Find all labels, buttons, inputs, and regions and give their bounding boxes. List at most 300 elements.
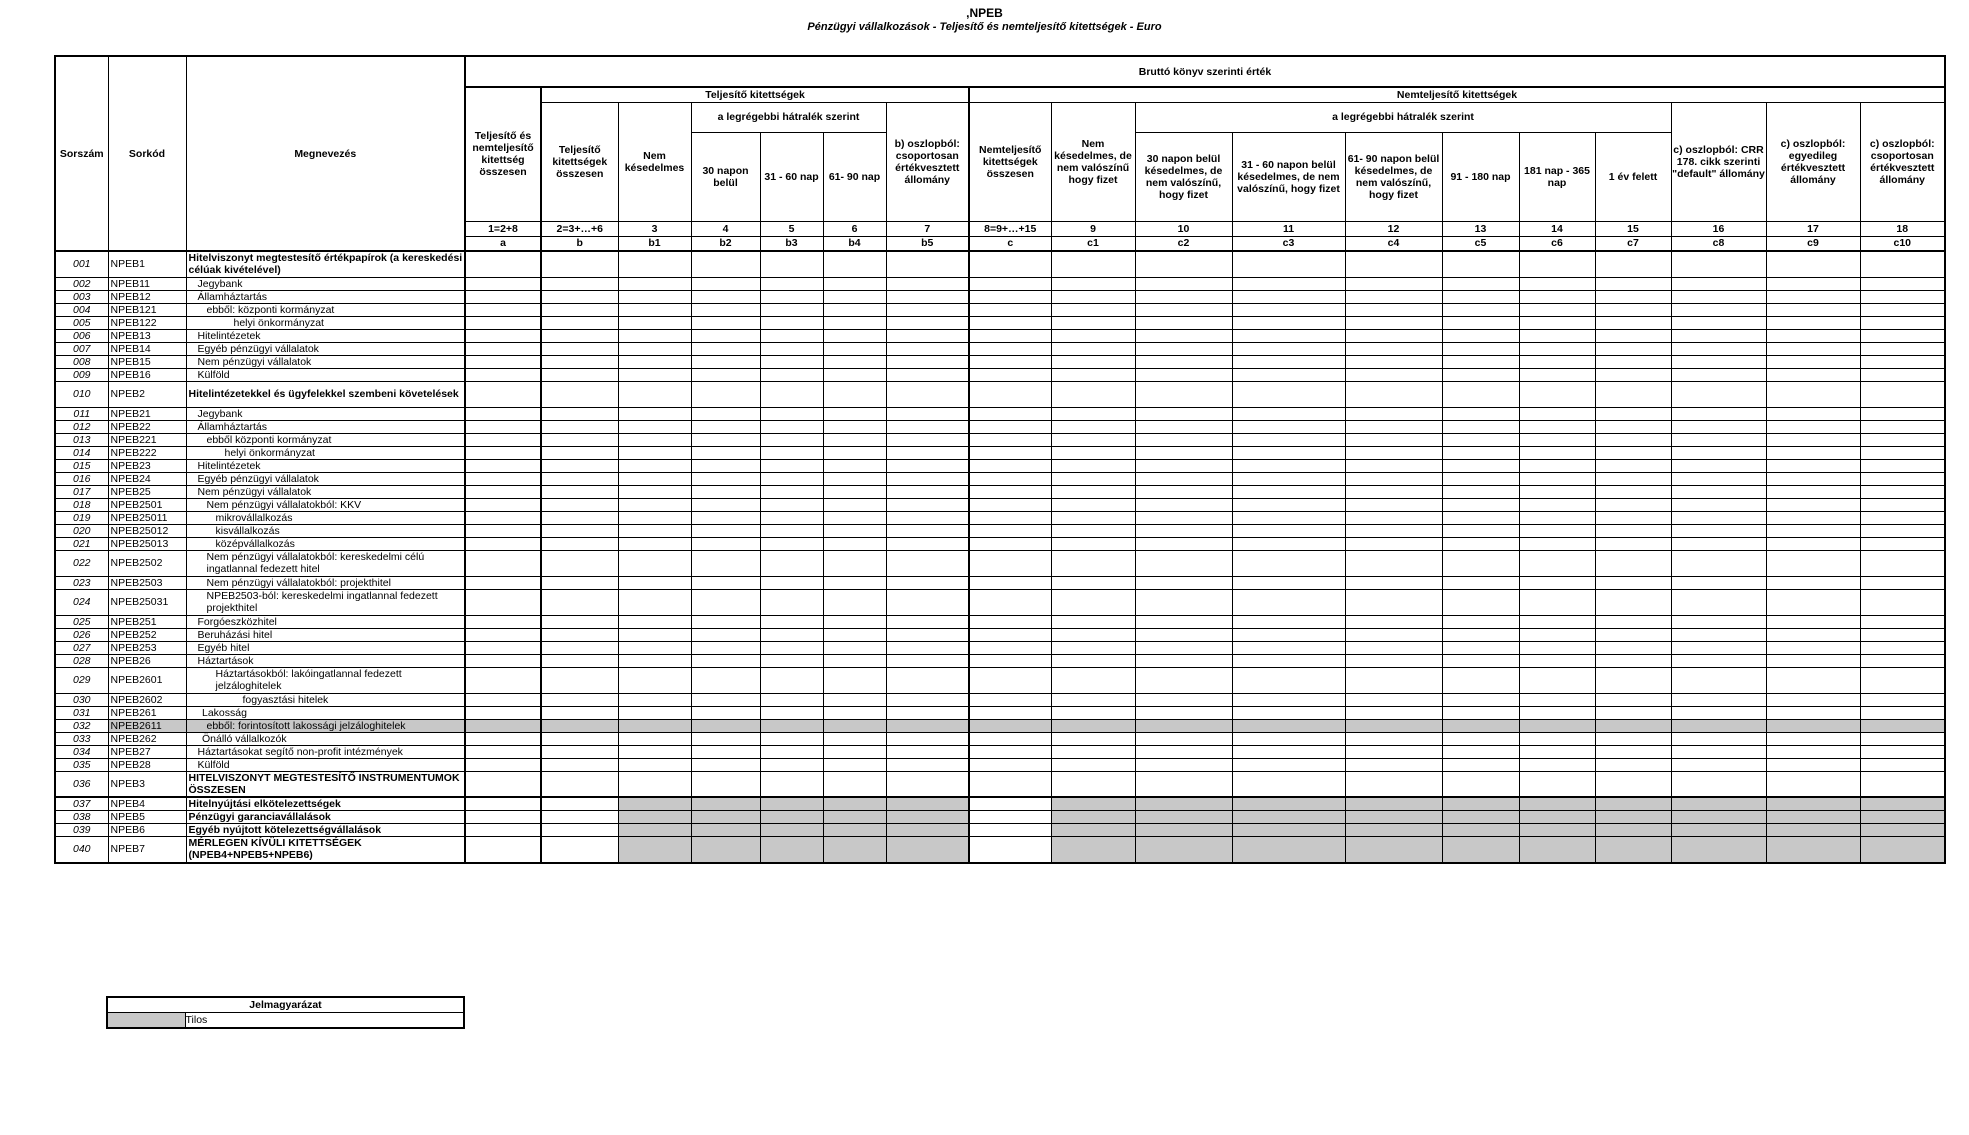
row-code: NPEB5 — [108, 811, 186, 824]
data-cell — [1519, 407, 1595, 420]
data-cell — [1135, 446, 1232, 459]
data-cell — [1860, 797, 1945, 811]
data-cell — [541, 797, 618, 811]
data-cell — [1766, 472, 1860, 485]
data-cell — [1135, 706, 1232, 719]
data-cell — [969, 550, 1051, 576]
data-cell — [1345, 368, 1442, 381]
data-cell — [886, 811, 969, 824]
data-cell — [1671, 824, 1766, 837]
data-cell — [1595, 745, 1671, 758]
data-cell — [465, 316, 541, 329]
data-cell — [823, 303, 886, 316]
data-cell — [465, 407, 541, 420]
data-cell — [886, 498, 969, 511]
data-cell — [1345, 459, 1442, 472]
data-cell — [1671, 771, 1766, 797]
row-label: Nem pénzügyi vállalatokból: KKV — [186, 498, 465, 511]
data-cell — [691, 576, 760, 589]
data-cell — [1671, 420, 1766, 433]
data-cell — [886, 433, 969, 446]
col-header-b4: 61- 90 nap — [823, 132, 886, 221]
data-cell — [1671, 290, 1766, 303]
data-cell — [969, 654, 1051, 667]
col-header-hatralek-perf: a legrégebbi hátralék szerint — [691, 102, 886, 132]
row-code: NPEB2503 — [108, 576, 186, 589]
data-cell — [1766, 706, 1860, 719]
legend-gray-swatch — [107, 1013, 185, 1029]
data-cell — [823, 355, 886, 368]
col-code: c7 — [1595, 236, 1671, 251]
data-cell — [760, 459, 823, 472]
data-cell — [823, 576, 886, 589]
data-cell — [1860, 303, 1945, 316]
table-row — [55, 407, 1945, 420]
col-header-teljesito-group: Teljesítő kitettségek — [541, 87, 969, 102]
row-number: 030 — [55, 693, 108, 706]
data-cell — [465, 537, 541, 550]
col-code: a — [465, 236, 541, 251]
data-cell — [541, 459, 618, 472]
data-cell — [465, 381, 541, 407]
data-cell — [1135, 837, 1232, 863]
data-cell — [1442, 303, 1519, 316]
table-row — [55, 446, 1945, 459]
data-cell — [1232, 316, 1345, 329]
data-cell — [1051, 758, 1135, 771]
data-cell — [465, 641, 541, 654]
data-cell — [1442, 290, 1519, 303]
data-cell — [541, 277, 618, 290]
row-label: Háztartásokat segítő non-profit intézmények — [186, 745, 465, 758]
col-header-sorszam: Sorszám — [55, 56, 108, 251]
data-cell — [1232, 719, 1345, 732]
data-cell — [1519, 628, 1595, 641]
data-cell — [1860, 420, 1945, 433]
data-cell — [691, 628, 760, 641]
data-cell — [969, 797, 1051, 811]
table-row — [55, 472, 1945, 485]
table-row — [55, 355, 1945, 368]
data-cell — [1345, 381, 1442, 407]
data-cell — [1671, 355, 1766, 368]
data-cell — [1595, 472, 1671, 485]
data-cell — [541, 420, 618, 433]
data-cell — [760, 251, 823, 277]
data-cell — [1232, 472, 1345, 485]
data-cell — [1051, 303, 1135, 316]
data-cell — [1135, 485, 1232, 498]
data-cell — [691, 485, 760, 498]
data-cell — [1766, 342, 1860, 355]
col-formula: 3 — [618, 221, 691, 236]
data-cell — [1442, 381, 1519, 407]
data-cell — [1671, 837, 1766, 863]
data-cell — [1442, 472, 1519, 485]
data-cell — [618, 693, 691, 706]
data-cell — [1595, 797, 1671, 811]
data-cell — [1135, 550, 1232, 576]
data-cell — [618, 329, 691, 342]
data-cell — [541, 550, 618, 576]
data-cell — [1860, 719, 1945, 732]
data-cell — [1766, 693, 1860, 706]
row-code: NPEB26 — [108, 654, 186, 667]
col-formula: 15 — [1595, 221, 1671, 236]
data-cell — [618, 381, 691, 407]
data-cell — [760, 485, 823, 498]
row-label: ebből: forintosított lakossági jelzáloghitelek — [186, 719, 465, 732]
data-cell — [1860, 550, 1945, 576]
data-cell — [823, 433, 886, 446]
data-cell — [1051, 693, 1135, 706]
data-cell — [823, 342, 886, 355]
legend-title: Jelmagyarázat — [107, 997, 464, 1013]
data-cell — [760, 797, 823, 811]
table-row — [55, 537, 1945, 550]
data-cell — [1345, 485, 1442, 498]
data-cell — [823, 381, 886, 407]
data-cell — [1232, 667, 1345, 693]
data-cell — [691, 732, 760, 745]
data-cell — [1595, 641, 1671, 654]
col-formula: 16 — [1671, 221, 1766, 236]
row-number: 024 — [55, 589, 108, 615]
data-cell — [1232, 797, 1345, 811]
data-cell — [618, 837, 691, 863]
data-cell — [541, 811, 618, 824]
row-code: NPEB4 — [108, 797, 186, 811]
data-cell — [1232, 824, 1345, 837]
data-cell — [465, 824, 541, 837]
row-number: 031 — [55, 706, 108, 719]
data-cell — [691, 667, 760, 693]
data-cell — [1232, 381, 1345, 407]
data-cell — [1051, 329, 1135, 342]
data-cell — [1671, 628, 1766, 641]
data-cell — [465, 719, 541, 732]
data-cell — [1860, 537, 1945, 550]
data-cell — [1519, 446, 1595, 459]
data-cell — [969, 628, 1051, 641]
data-cell — [760, 472, 823, 485]
row-code: NPEB22 — [108, 420, 186, 433]
data-cell — [1051, 811, 1135, 824]
col-header-c10: c) oszlopból: csoportosan értékvesztett állomány — [1860, 102, 1945, 221]
data-cell — [465, 589, 541, 615]
data-cell — [1519, 303, 1595, 316]
data-cell — [1442, 667, 1519, 693]
row-label: Egyéb nyújtott kötelezettségvállalások — [186, 824, 465, 837]
data-cell — [1051, 485, 1135, 498]
data-cell — [691, 797, 760, 811]
data-cell — [541, 407, 618, 420]
data-cell — [1595, 498, 1671, 511]
data-cell — [1051, 251, 1135, 277]
data-cell — [1671, 381, 1766, 407]
data-cell — [1671, 537, 1766, 550]
data-cell — [886, 407, 969, 420]
data-cell — [541, 758, 618, 771]
row-number: 005 — [55, 316, 108, 329]
data-cell — [1442, 797, 1519, 811]
data-cell — [1595, 615, 1671, 628]
data-cell — [465, 472, 541, 485]
data-cell — [1519, 693, 1595, 706]
legend — [106, 996, 465, 1029]
data-cell — [1345, 758, 1442, 771]
table-row — [55, 837, 1945, 863]
row-code: NPEB2611 — [108, 719, 186, 732]
data-cell — [1051, 368, 1135, 381]
col-header-c1: Nem késedelmes, de nem valószínű hogy fizet — [1051, 102, 1135, 221]
data-cell — [618, 498, 691, 511]
data-cell — [1051, 797, 1135, 811]
data-cell — [760, 837, 823, 863]
data-cell — [1135, 524, 1232, 537]
data-cell — [618, 576, 691, 589]
data-cell — [760, 446, 823, 459]
data-cell — [1345, 355, 1442, 368]
data-cell — [1766, 303, 1860, 316]
data-cell — [1232, 355, 1345, 368]
data-cell — [1135, 693, 1232, 706]
data-cell — [541, 511, 618, 524]
data-cell — [760, 719, 823, 732]
data-cell — [969, 290, 1051, 303]
data-cell — [1051, 628, 1135, 641]
row-code: NPEB252 — [108, 628, 186, 641]
row-label: Egyéb pénzügyi vállalatok — [186, 472, 465, 485]
data-cell — [823, 459, 886, 472]
data-cell — [1442, 732, 1519, 745]
data-cell — [1232, 811, 1345, 824]
data-cell — [691, 498, 760, 511]
data-cell — [1860, 355, 1945, 368]
data-cell — [1442, 407, 1519, 420]
row-code: NPEB25012 — [108, 524, 186, 537]
col-formula: 18 — [1860, 221, 1945, 236]
data-cell — [823, 837, 886, 863]
data-cell — [969, 407, 1051, 420]
data-cell — [1051, 498, 1135, 511]
data-cell — [1860, 628, 1945, 641]
data-cell — [1860, 589, 1945, 615]
data-cell — [886, 550, 969, 576]
row-number: 011 — [55, 407, 108, 420]
data-cell — [1135, 641, 1232, 654]
table-row — [55, 693, 1945, 706]
row-code: NPEB2502 — [108, 550, 186, 576]
data-cell — [618, 824, 691, 837]
data-cell — [541, 693, 618, 706]
data-cell — [886, 368, 969, 381]
data-cell — [969, 433, 1051, 446]
data-cell — [1519, 485, 1595, 498]
data-cell — [1766, 446, 1860, 459]
data-cell — [1135, 303, 1232, 316]
data-cell — [691, 811, 760, 824]
data-cell — [541, 498, 618, 511]
row-label: Hitelintézetekkel és ügyfelekkel szembeni követelések — [186, 381, 465, 407]
data-cell — [823, 628, 886, 641]
data-cell — [465, 615, 541, 628]
row-code: NPEB15 — [108, 355, 186, 368]
data-cell — [541, 316, 618, 329]
data-cell — [618, 654, 691, 667]
row-label: Hitelintézetek — [186, 459, 465, 472]
table-row — [55, 797, 1945, 811]
data-cell — [1766, 498, 1860, 511]
data-cell — [1442, 654, 1519, 667]
data-cell — [541, 771, 618, 797]
data-cell — [969, 824, 1051, 837]
data-cell — [1345, 511, 1442, 524]
data-cell — [1519, 420, 1595, 433]
data-cell — [541, 732, 618, 745]
data-cell — [969, 719, 1051, 732]
row-number: 029 — [55, 667, 108, 693]
data-cell — [1345, 837, 1442, 863]
data-cell — [1519, 589, 1595, 615]
data-cell — [1595, 342, 1671, 355]
table-row — [55, 576, 1945, 589]
data-cell — [823, 589, 886, 615]
data-cell — [1051, 667, 1135, 693]
data-cell — [969, 368, 1051, 381]
data-cell — [1766, 537, 1860, 550]
table-row — [55, 667, 1945, 693]
data-cell — [691, 329, 760, 342]
row-label: Nem pénzügyi vállalatokból: projekthitel — [186, 576, 465, 589]
data-cell — [1345, 433, 1442, 446]
data-cell — [1442, 719, 1519, 732]
data-cell — [1860, 511, 1945, 524]
data-cell — [1345, 667, 1442, 693]
data-cell — [618, 303, 691, 316]
row-label: Önálló vállalkozók — [186, 732, 465, 745]
data-cell — [1442, 355, 1519, 368]
data-cell — [1345, 251, 1442, 277]
data-cell — [1860, 732, 1945, 745]
data-cell — [618, 706, 691, 719]
data-cell — [1051, 381, 1135, 407]
data-cell — [1442, 485, 1519, 498]
table-row — [55, 290, 1945, 303]
data-cell — [618, 368, 691, 381]
data-cell — [691, 745, 760, 758]
data-cell — [541, 719, 618, 732]
table-row — [55, 342, 1945, 355]
col-code: c3 — [1232, 236, 1345, 251]
data-cell — [465, 459, 541, 472]
data-cell — [1519, 537, 1595, 550]
data-cell — [1135, 667, 1232, 693]
data-cell — [1671, 433, 1766, 446]
row-number: 013 — [55, 433, 108, 446]
data-cell — [1345, 745, 1442, 758]
col-code: c10 — [1860, 236, 1945, 251]
row-number: 032 — [55, 719, 108, 732]
data-cell — [1442, 550, 1519, 576]
col-header-b3: 31 - 60 nap — [760, 132, 823, 221]
data-cell — [618, 797, 691, 811]
data-cell — [1135, 576, 1232, 589]
data-cell — [1860, 824, 1945, 837]
row-code: NPEB14 — [108, 342, 186, 355]
data-cell — [969, 589, 1051, 615]
data-cell — [760, 407, 823, 420]
data-cell — [1345, 472, 1442, 485]
data-cell — [760, 381, 823, 407]
data-cell — [1519, 732, 1595, 745]
data-cell — [1671, 329, 1766, 342]
data-cell — [1860, 641, 1945, 654]
table-row — [55, 459, 1945, 472]
data-cell — [1860, 459, 1945, 472]
col-formula: 12 — [1345, 221, 1442, 236]
data-cell — [1442, 589, 1519, 615]
data-cell — [823, 316, 886, 329]
data-cell — [760, 420, 823, 433]
data-cell — [691, 706, 760, 719]
col-formula: 9 — [1051, 221, 1135, 236]
data-cell — [1345, 446, 1442, 459]
data-cell — [691, 771, 760, 797]
data-cell — [465, 498, 541, 511]
col-header-b5: b) oszlopból: csoportosan értékvesztett állomány — [886, 102, 969, 221]
data-cell — [823, 797, 886, 811]
data-cell — [969, 459, 1051, 472]
row-number: 020 — [55, 524, 108, 537]
data-cell — [886, 771, 969, 797]
data-cell — [969, 745, 1051, 758]
data-cell — [465, 745, 541, 758]
data-cell — [760, 433, 823, 446]
data-cell — [691, 355, 760, 368]
col-code: c6 — [1519, 236, 1595, 251]
data-cell — [1860, 381, 1945, 407]
data-cell — [1519, 641, 1595, 654]
data-cell — [1051, 420, 1135, 433]
row-code: NPEB6 — [108, 824, 186, 837]
data-cell — [1671, 511, 1766, 524]
data-cell — [465, 277, 541, 290]
data-cell — [618, 732, 691, 745]
data-cell — [691, 472, 760, 485]
row-code: NPEB253 — [108, 641, 186, 654]
data-cell — [465, 524, 541, 537]
data-cell — [760, 316, 823, 329]
data-cell — [1671, 811, 1766, 824]
col-header-c7: 1 év felett — [1595, 132, 1671, 221]
data-cell — [823, 524, 886, 537]
data-cell — [1766, 485, 1860, 498]
data-cell — [969, 303, 1051, 316]
data-cell — [823, 745, 886, 758]
data-cell — [1051, 316, 1135, 329]
table-row — [55, 771, 1945, 797]
row-number: 027 — [55, 641, 108, 654]
table-row — [55, 511, 1945, 524]
row-code: NPEB2602 — [108, 693, 186, 706]
data-cell — [541, 615, 618, 628]
data-cell — [1860, 329, 1945, 342]
data-cell — [691, 342, 760, 355]
data-cell — [1345, 524, 1442, 537]
data-cell — [1135, 758, 1232, 771]
data-cell — [1519, 511, 1595, 524]
